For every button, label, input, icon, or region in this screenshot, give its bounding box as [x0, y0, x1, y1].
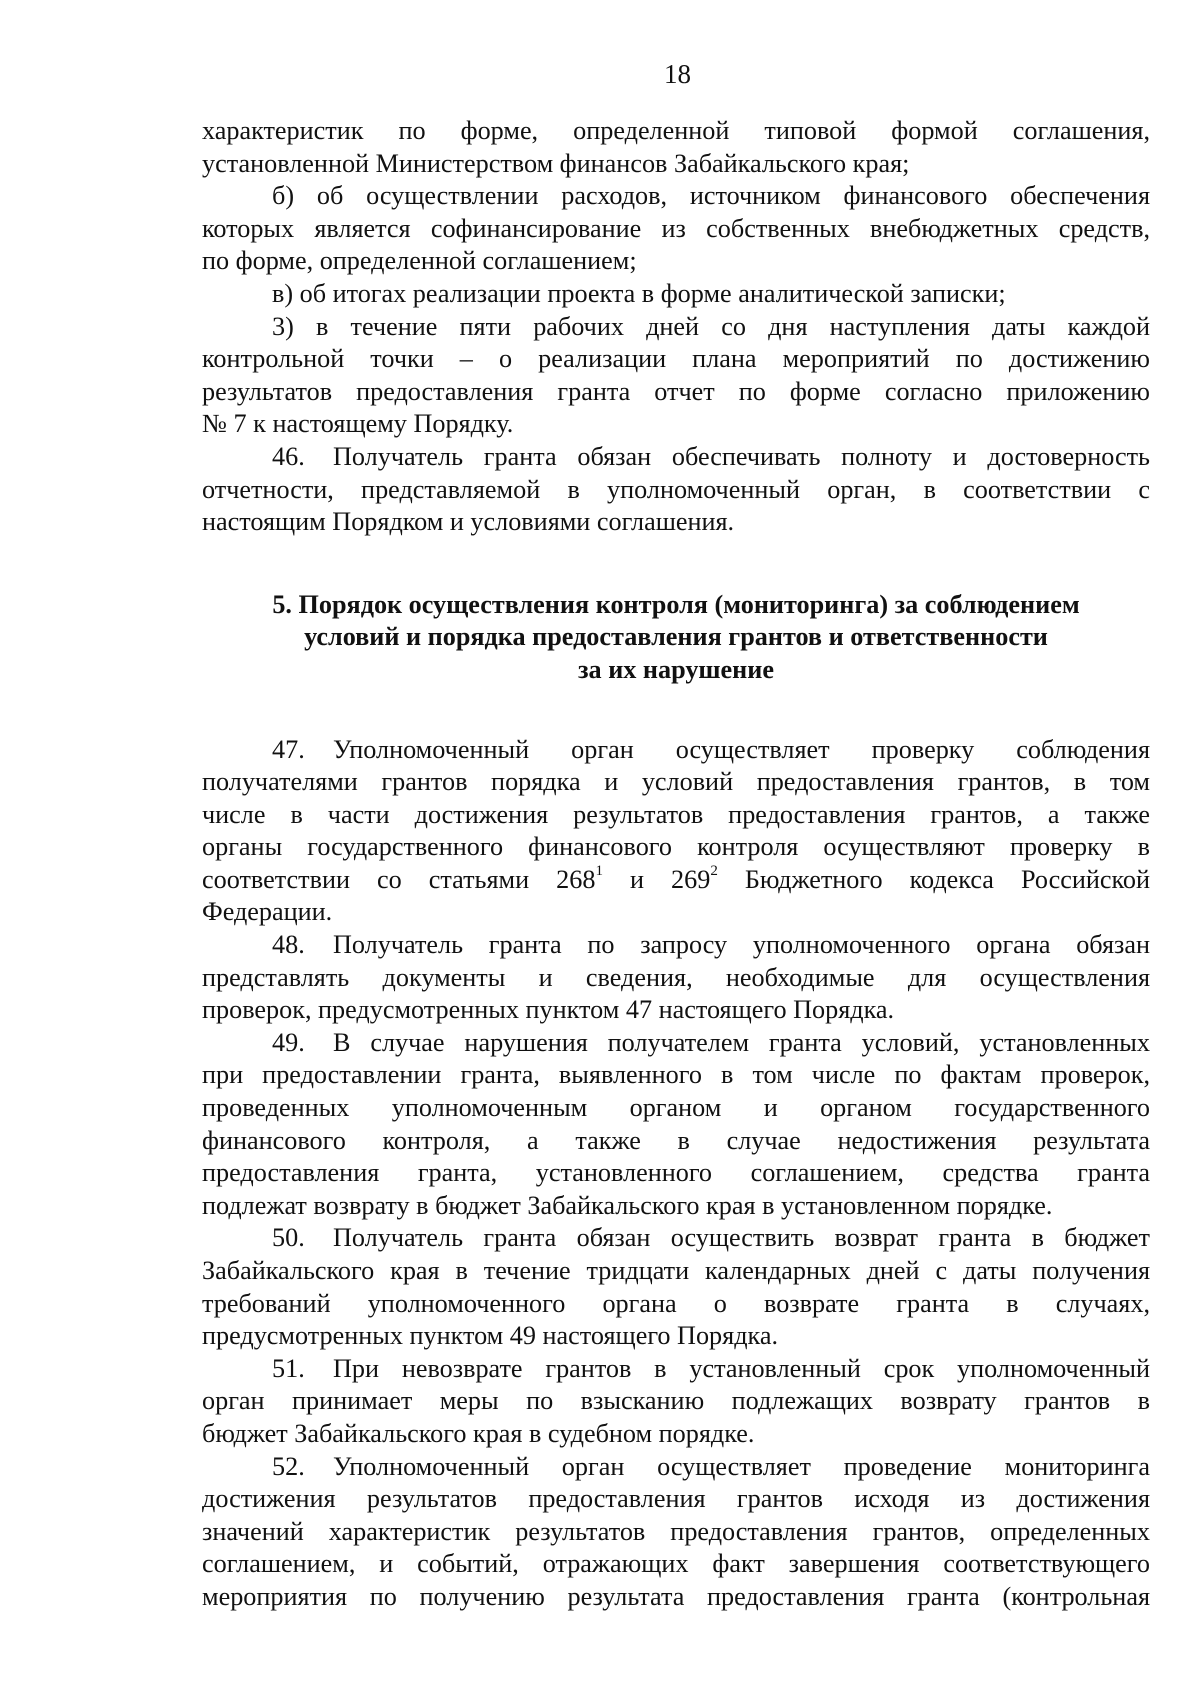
text-fragment: Уполномоченный орган осуществляет проверку соблюдения: [333, 734, 1150, 764]
text-fragment: Получатель гранта по запросу уполномоченного органа обязан: [333, 930, 1150, 960]
paragraph-number: 52.: [272, 1451, 305, 1481]
text-line: финансового контроля, а также в случае недостижения результата: [202, 1125, 1150, 1155]
text-line: в) об итогах реализации проекта в форме аналитической записки;: [272, 278, 1006, 308]
paragraph-number: 48.: [272, 930, 305, 960]
paragraph-49: [202, 1027, 1150, 1223]
text-line: получателями грантов порядка и условий предоставления грантов, в том: [202, 767, 1150, 797]
text-line: [202, 929, 1150, 962]
text-line: [202, 734, 1150, 767]
text-line: [202, 864, 1150, 897]
paragraph-52: [202, 1451, 1150, 1614]
text-fragment: При невозврате грантов в установленный срок уполномоченный: [333, 1353, 1150, 1383]
paragraph-47: [202, 734, 1150, 930]
text-line: числе в части достижения результатов предоставления грантов, а также: [202, 799, 1150, 829]
text-line: результатов предоставления гранта отчет по форме согласно приложению: [202, 376, 1150, 406]
text-line: [202, 441, 1150, 474]
text-line: [202, 1027, 1150, 1060]
paragraph-51: [202, 1353, 1150, 1451]
text-line: по форме, определенной соглашением;: [202, 246, 637, 276]
heading-line: условий и порядка предоставления грантов и ответственности: [304, 622, 1048, 652]
text-line: орган принимает меры по взысканию подлежащих возврату грантов в: [202, 1386, 1150, 1416]
text-line: установленной Министерством финансов Забайкальского края;: [202, 148, 910, 178]
text-line: [202, 1451, 1150, 1484]
document-body: [202, 115, 1150, 1614]
paragraph-v: [202, 278, 1150, 311]
text-line: представлять документы и сведения, необходимые для осуществления: [202, 962, 1150, 992]
text-fragment: В случае нарушения получателем гранта условий, установленных: [333, 1027, 1150, 1057]
superscript: 2: [710, 863, 718, 880]
text-fragment: Бюджетного кодекса Российской: [717, 864, 1150, 894]
paragraph-number: 46.: [272, 441, 305, 471]
text-line: 3) в течение пяти рабочих дней со дня наступления даты каждой: [272, 311, 1150, 341]
text-line: значений характеристик результатов предоставления грантов, определенных: [202, 1516, 1150, 1546]
text-line: настоящим Порядком и условиями соглашения.: [202, 507, 735, 537]
text-line: подлежат возврату в бюджет Забайкальского края в установленном порядке.: [202, 1190, 1053, 1220]
text-line: [202, 1353, 1150, 1386]
text-line: предоставления гранта, установленного соглашением, средства гранта: [202, 1158, 1150, 1188]
text-fragment: Получатель гранта обязан осуществить возврат гранта в бюджет: [333, 1223, 1150, 1253]
text-fragment: Получатель гранта обязан обеспечивать полноту и достоверность: [333, 441, 1150, 471]
text-line: Федерации.: [202, 897, 333, 927]
text-line: Забайкальского края в течение тридцати календарных дней с даты получения: [202, 1256, 1150, 1285]
paragraph-50: [202, 1222, 1150, 1352]
superscript: 1: [595, 863, 603, 880]
text-line: мероприятия по получению результата предоставления гранта (контрольная: [202, 1581, 1150, 1611]
text-line: соглашением, и событий, отражающих факт завершения соответствующего: [202, 1549, 1150, 1579]
heading-line: 5. Порядок осуществления контроля (мониторинга) за соблюдением: [272, 589, 1080, 619]
text-line: предусмотренных пунктом 49 настоящего Порядка.: [202, 1321, 779, 1351]
text-line: бюджет Забайкальского края в судебном порядке.: [202, 1418, 755, 1448]
paragraph-continuation: [202, 115, 1150, 180]
paragraph-b: [202, 180, 1150, 278]
heading-line: за их нарушение: [578, 654, 774, 684]
paragraph-number: 49.: [272, 1027, 305, 1057]
text-line: № 7 к настоящему Порядку.: [202, 409, 514, 439]
paragraph-number: 50.: [272, 1223, 305, 1253]
page-number: 18: [664, 59, 691, 89]
text-fragment: и 269: [602, 864, 711, 894]
text-fragment: соответствии со статьями 268: [202, 864, 596, 894]
text-line: при предоставлении гранта, выявленного в том числе по фактам проверок,: [202, 1060, 1150, 1090]
text-line: которых является софинансирование из собственных внебюджетных средств,: [202, 213, 1150, 243]
text-line: характеристик по форме, определенной типовой формой соглашения,: [202, 116, 1150, 145]
section-heading: [202, 589, 1150, 687]
paragraph-number: 47.: [272, 734, 305, 764]
text-line: контрольной точки – о реализации плана мероприятий по достижению: [202, 344, 1150, 374]
text-line: [202, 1222, 1150, 1255]
text-fragment: Уполномоченный орган осуществляет проведение мониторинга: [333, 1451, 1150, 1481]
text-line: проведенных уполномоченным органом и органом государственного: [202, 1093, 1150, 1123]
paragraph-3: [202, 311, 1150, 441]
paragraph-48: [202, 929, 1150, 1027]
text-line: отчетности, представляемой в уполномоченный орган, в соответствии с: [202, 474, 1150, 504]
paragraph-number: 51.: [272, 1353, 305, 1383]
text-line: органы государственного финансового контроля осуществляют проверку в: [202, 832, 1150, 862]
text-line: достижения результатов предоставления грантов исходя из достижения: [202, 1484, 1150, 1514]
text-line: проверок, предусмотренных пунктом 47 настоящего Порядка.: [202, 995, 895, 1025]
text-line: требований уполномоченного органа о возврате гранта в случаях,: [202, 1288, 1150, 1318]
text-line: б) об осуществлении расходов, источником финансового обеспечения: [272, 181, 1150, 211]
paragraph-46: [202, 441, 1150, 539]
